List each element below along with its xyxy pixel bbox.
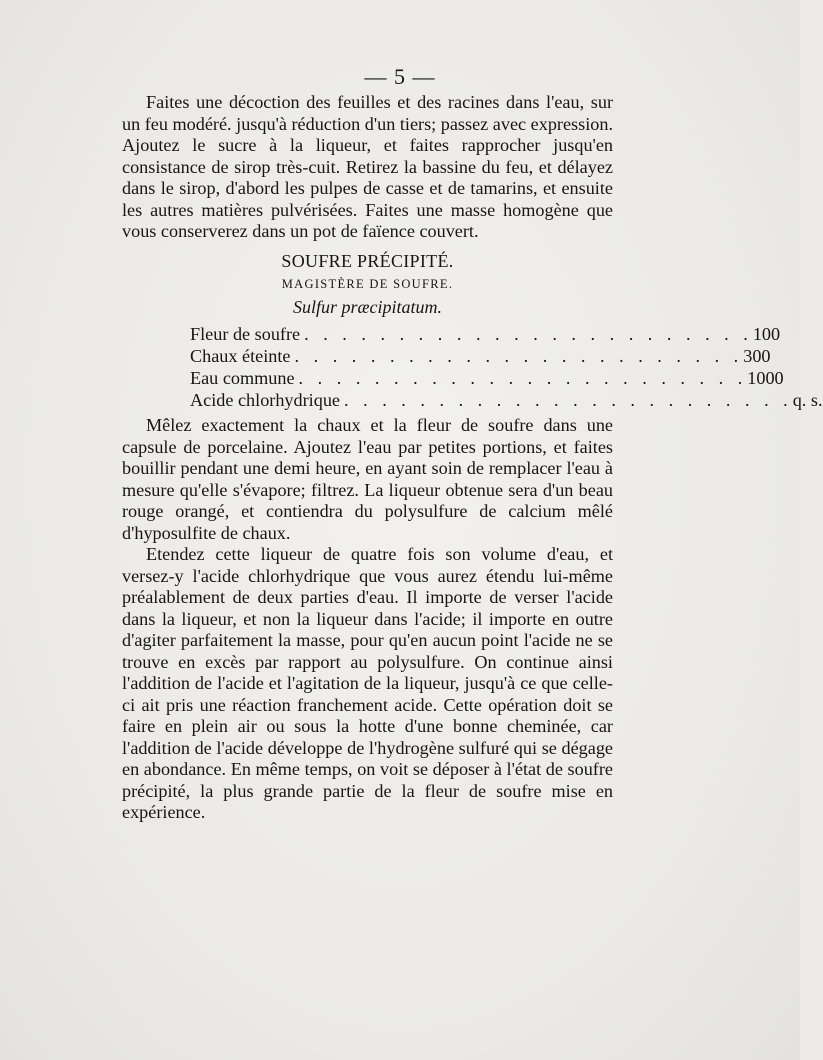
ingredient-name: Fleur de soufre: [190, 324, 301, 344]
paragraph-preparation: Mêlez exactement la chaux et la fleur de soufre dans une capsule de porcelaine. Ajoutez l'eau par petites portions, et faites bouillir pendant une demi heure, en ayant soin de remplacer l'eau à mesure qu'elle s'évapore; filtrez. La liqueur obtenue sera d'un beau rouge orangé, et contiendra du polysulfure de calcium mêlé d'hyposulfite de chaux.: [122, 415, 613, 543]
ingredient-quantity: 1000: [747, 368, 784, 388]
section-latin-name: Sulfur præcipitatum.: [292, 296, 442, 317]
ingredient-quantity: q. s.: [792, 390, 823, 410]
recipe-list: [190, 324, 823, 412]
page-number: — 5 —: [364, 64, 436, 89]
ingredient-name: Chaux éteinte: [190, 346, 291, 366]
recipe-row: [190, 368, 784, 390]
ingredient-quantity: 100: [752, 324, 781, 344]
paragraph-decoction: Faites une décoction des feuilles et des racines dans l'eau, sur un feu modéré. jusqu'à réduction d'un tiers; passez avec expression. Ajoutez le sucre à la liqueur, et faites rapprocher jusqu'en consistance de sirop très-cuit. Retirez la bassine du feu, et délayez dans le sirop, d'abord les pulpes de casse et de tamarins, et ensuite les autres matières pulvérisées. Faites une masse homogène que vous conserverez dans un pot de faïence couvert.: [122, 92, 613, 241]
leader-dots: . . . . . . . . . . . . . . . . . . . . . . . .: [344, 390, 793, 410]
section-subtitle: MAGISTÈRE DE SOUFRE.: [281, 277, 454, 291]
paragraph-precipitation: Etendez cette liqueur de quatre fois son volume d'eau, et versez-y l'acide chlorhydrique que vous aurez étendu lui-même préalablement de deux parties d'eau. Il importe de verser l'acide dans la liqueur, et non la liqueur dans l'acide; il importe en outre d'agiter parfaitement la masse, pour qu'en aucun point l'acide ne se trouve en excès par rapport au polysulfure. On continue ainsi l'addition de l'acide et l'agitation de la liqueur, jusqu'à ce que celle-ci ait pris une réaction franchement acide. Cette opération doit se faire en plein air ou sous la hotte d'une bonne cheminée, car l'addition de l'acide développe de l'hydrogène sulfuré qui se dégage en abondance. En même temps, on voit se déposer à l'état de soufre précipité, la plus grande partie de la fleur de soufre mise en expérience.: [122, 544, 613, 822]
recipe-row: [190, 324, 781, 346]
section-title: SOUFRE PRÉCIPITÉ.: [281, 250, 454, 271]
recipe-row: [190, 390, 823, 412]
ingredient-name: Eau commune: [190, 368, 295, 388]
recipe-row: [190, 346, 771, 368]
page-body: [122, 92, 823, 824]
leader-dots: . . . . . . . . . . . . . . . . . . . . . . . .: [294, 346, 744, 366]
leader-dots: . . . . . . . . . . . . . . . . . . . . . . . .: [298, 368, 748, 388]
leader-dots: . . . . . . . . . . . . . . . . . . . . . . . .: [304, 324, 753, 344]
ingredient-quantity: 300: [743, 346, 771, 366]
ingredient-name: Acide chlorhydrique: [190, 390, 340, 410]
